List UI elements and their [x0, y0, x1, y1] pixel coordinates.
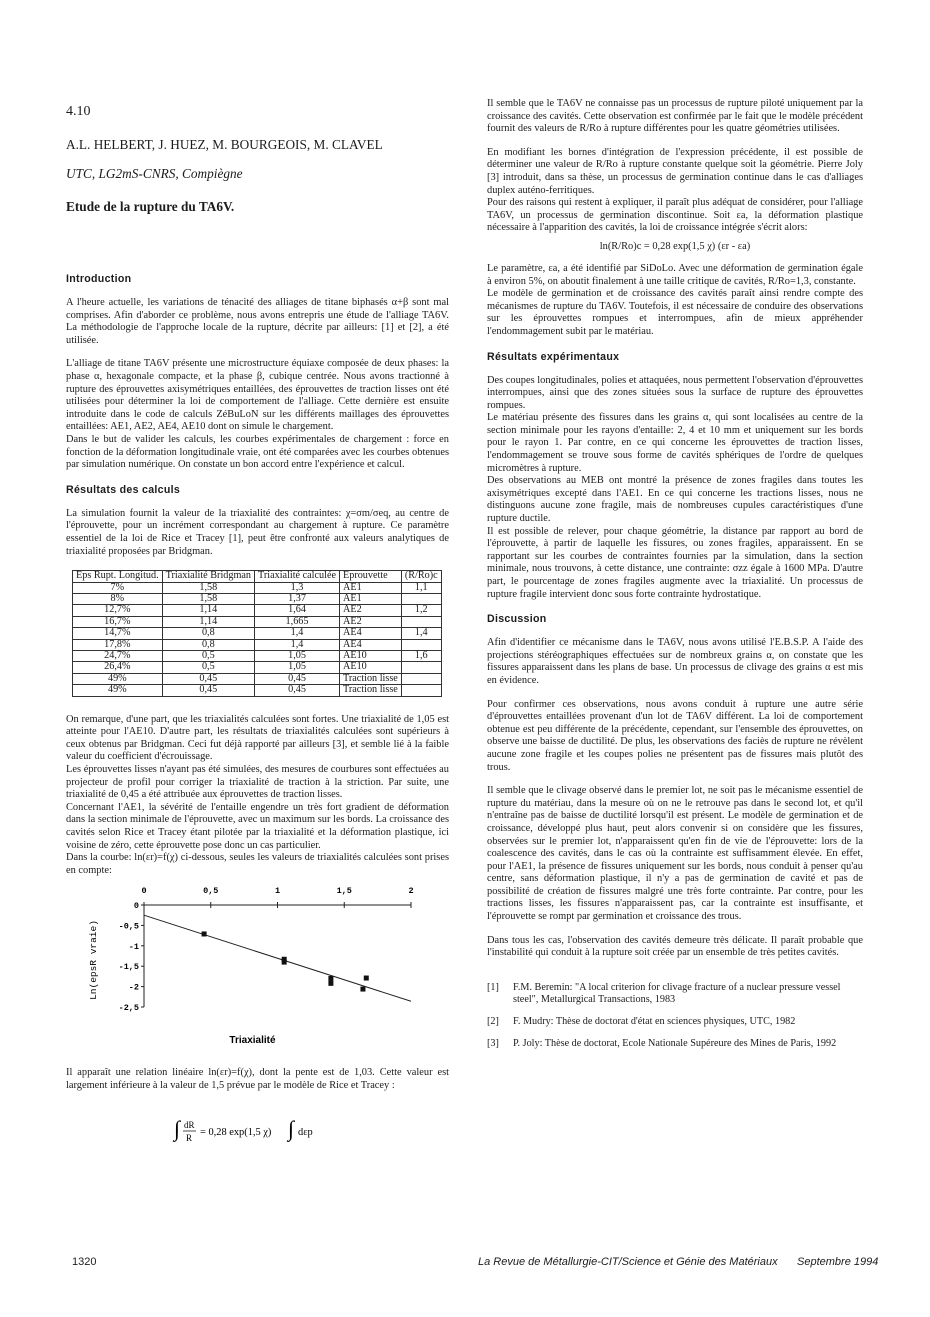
table-cell: 16,7%: [73, 616, 163, 627]
table-cell: 1,1: [401, 582, 441, 593]
right-paragraph-10: Afin d'identifier ce mécanisme dans le TA6V, nous avons utilisé l'E.B.S.P. A l'aide des projections stéréographiques effectuées sur de nombreux grains α, on constate que les fissures apparaissent dans les plans de base. Un processus de clivage des grains α est mis en évidence.: [487, 637, 863, 686]
table-cell: 7%: [73, 582, 163, 593]
table-header: (R/Ro)c: [401, 571, 441, 582]
growth-law-equation: ln(R/Ro)c = 0,28 exp(1,5 χ) (εr - εa): [599, 240, 751, 252]
table-cell: [401, 673, 441, 684]
table-row: [73, 582, 442, 593]
table-cell: Traction lisse: [340, 673, 402, 684]
table-cell: 0,8: [162, 628, 254, 639]
references: [487, 982, 863, 1051]
calc-paragraph-2: On remarque, d'une part, que les triaxialités calculées sont fortes. Une triaxialité de 1,05 est atteinte pour l'AE10. D'autre part, les résultats de triaxialités calculées sont supérieurs à ceux obtenus par Bridgman. Ceci fut déjà rapporté par ailleurs [3], et semble lié à la faible valeur du coefficient d'écrouissage.: [66, 713, 449, 763]
x-tick-label: 0,5: [203, 886, 219, 897]
x-tick-label: 1: [274, 886, 281, 897]
reference-number: [2]: [487, 1016, 499, 1028]
reference-item: [487, 982, 863, 1006]
table-row: [73, 593, 442, 604]
integral-sign: ∫: [174, 1116, 181, 1142]
fit-line: [144, 915, 411, 1001]
calc-paragraph-6: Il apparaît une relation linéaire ln(εr)=f(χ), dont la pente est de 1,03. Cette valeur est largement inférieure à la valeur de 1,5 prévue par le modèle de Rice et Tracey :: [66, 1067, 449, 1091]
data-point: [282, 960, 287, 965]
issue-date: Septembre 1994: [797, 1256, 879, 1268]
table-cell: 1,4: [255, 639, 340, 650]
table-cell: 0,5: [162, 662, 254, 673]
table-cell: [401, 593, 441, 604]
table-cell: 1,14: [162, 616, 254, 627]
integral-equation: [66, 1112, 449, 1150]
data-point: [202, 932, 207, 937]
section-number: 4.10: [66, 104, 91, 119]
y-tick-label: -1: [128, 942, 139, 953]
results-table: [72, 570, 442, 696]
fraction-denominator: R: [186, 1133, 193, 1144]
table-cell: 0,5: [162, 650, 254, 661]
data-point: [328, 976, 333, 981]
right-paragraph-13: Dans tous les cas, l'observation des cavités demeure très délicate. Il paraît probable que l'instabilité qui conduit à la rupture soit créée par un ensemble de très petites cavités.: [487, 934, 863, 959]
table-cell: 1,64: [255, 605, 340, 616]
right-paragraph-4: Le paramètre, εa, a été identifié par SiDoLo. Avec une déformation de germination égale à environ 5%, on aboutit finalement à une taille critique de cavités, R/Ro=1,3, constante.: [487, 262, 863, 287]
table-cell: 1,6: [401, 650, 441, 661]
table-cell: 1,665: [255, 616, 340, 627]
table-cell: 12,7%: [73, 605, 163, 616]
experimental-heading: Résultats expérimentaux: [487, 350, 620, 363]
table-cell: 0,45: [162, 685, 254, 696]
integral-sign: ∫: [288, 1116, 295, 1142]
integral-equation-svg: [66, 1112, 449, 1150]
right-paragraph-6: Des coupes longitudinales, polies et attaquées, nous permettent l'observation d'éprouvettes interrompues, ainsi que des zones situées sous la surface de rupture des éprouvettes rompues.: [487, 374, 863, 411]
chart-container: [66, 883, 449, 1053]
y-tick-label: 0: [133, 901, 139, 912]
table-cell: 1,37: [255, 593, 340, 604]
table-row: [73, 605, 442, 616]
x-tick-label: 2: [408, 886, 414, 897]
intro-paragraph-1: A l'heure actuelle, les variations de ténacité des alliages de titane biphasés α+β sont mal comprises. Afin d'aborder ce problème, nous avons entrepris une étude de l'alliage TA6V. La méthodologie de l'approche locale de la rupture, décrite par ailleurs: [1] et [2], a été utilisée.: [66, 297, 449, 346]
calc-heading: Résultats des calculs: [66, 483, 181, 496]
right-paragraph-1: Il semble que le TA6V ne connaisse pas un processus de rupture piloté uniquement par la croissance des cavités. Cette observation est confirmée par le fait que le modèle précédent fournit des valeurs de R/Ro à rupture différentes pour les quatre géométries utilisées.: [487, 98, 863, 135]
data-point: [328, 981, 333, 986]
table-cell: AE1: [340, 593, 402, 604]
table-cell: 1,05: [255, 650, 340, 661]
calc-paragraph-5: Dans la courbe: ln(εr)=f(χ) ci-dessous, seules les valeurs de triaxialités calculées sont prises en compte:: [66, 852, 449, 876]
y-tick-label: -2: [128, 982, 139, 993]
authors: A.L. HELBERT, J. HUEZ, M. BOURGEOIS, M. CLAVEL: [66, 137, 383, 152]
intro-heading: Introduction: [66, 273, 132, 285]
discussion-heading: Discussion: [487, 613, 547, 626]
table-row: [73, 628, 442, 639]
right-paragraph-7: Le matériau présente des fissures dans les grains α, qui sont localisées au centre de la section minimale pour les rayons d'entaille: 2, 4 et 10 mm et uniquement sur les bords pour le rayon 1. Par contre, en ce qui concerne les éprouvettes de traction lisses, l'endommagement se trouve sous forme de cavités sphériques de l'ordre de quelques micromètres à rupture.: [487, 412, 863, 474]
table-cell: Traction lisse: [340, 685, 402, 696]
calc-paragraph-3: Les éprouvettes lisses n'ayant pas été simulées, des mesures de courbures sont effectuées au projecteur de profil pour corriger la triaxialité de traction à la striction. Par suite, une triaxialité de 0,45 a été attribuée aux éprouvettes de traction lisses.: [66, 763, 449, 801]
calc-paragraph-1: La simulation fournit la valeur de la triaxialité des contraintes: χ=σm/σeq, au centre de l'éprouvette, pour un incrément correspondant au chargement à rupture. Ce paramètre essentiel de la loi de Rice et Tracey [1], peut être confronté aux valeurs analytiques de triaxialité proposées par Bridgman.: [66, 507, 449, 557]
reference-item: [487, 1038, 863, 1050]
table-row: [73, 662, 442, 673]
reference-text: F. Mudry: Thèse de doctorat d'état en sciences physiques, UTC, 1982: [513, 1016, 796, 1028]
right-paragraph-11: Pour confirmer ces observations, nous avons conduit à rupture une autre série d'éprouvettes entaillées provenant d'un lot de TA6V différent. La loi de comportement obtenue est peu différente de la précédente, cependant, sur l'ensemble des éprouvettes, on observe une baisse de ductilité. De plus, les observations des faciès de rupture ne révèlent aucune zone fragile et les coupes polies ne présentent pas de fissures mais plutôt des trous.: [487, 698, 863, 773]
table-cell: 0,45: [255, 685, 340, 696]
table-row: [73, 639, 442, 650]
table-cell: AE4: [340, 628, 402, 639]
table-cell: AE10: [340, 662, 402, 673]
table-cell: AE4: [340, 639, 402, 650]
reference-number: [3]: [487, 1038, 499, 1050]
y-tick-label: -0,5: [118, 921, 139, 932]
calc-paragraph-4: Concernant l'AE1, la sévérité de l'entaille engendre un très fort gradient de déformation dans la section minimale de l'éprouvette, avec un maximum sur les bords. La croissance des cavités selon Rice et Tracey étant pilotée par la triaxialité et la déformation plastique, ici voisine de zéro, cette éprouvette pose donc un cas particulier.: [66, 801, 449, 851]
reference-text: F.M. Beremin: "A local criterion for clivage fracture of a nuclear pressure vessel steel", Metallurgical Transactions, 1983: [513, 981, 841, 1006]
table-cell: 1,4: [255, 628, 340, 639]
right-paragraph-8: Des observations au MEB ont montré la présence de zones fragiles dans toutes les axisymétriques excepté dans l'AE1. En ce qui concerne les tractions lisses, nous ne distinguons aucune zone fragile, mais de nombreuses cupules caractéristiques d'une rupture ductile.: [487, 475, 863, 525]
table-cell: 1,05: [255, 662, 340, 673]
journal-name: La Revue de Métallurgie-CIT/Science et Génie des Matériaux: [478, 1256, 778, 1268]
affiliation: UTC, LG2mS-CNRS, Compiègne: [66, 166, 243, 181]
page-number: 1320: [72, 1256, 97, 1268]
table-cell: 24,7%: [73, 650, 163, 661]
left-column: [66, 98, 449, 1150]
table-header-row: [73, 571, 442, 582]
table-cell: 26,4%: [73, 662, 163, 673]
table-cell: 14,7%: [73, 628, 163, 639]
table-header: Eps Rupt. Longitud.: [73, 571, 163, 582]
table-cell: 49%: [73, 685, 163, 696]
table-cell: [401, 685, 441, 696]
table-cell: 1,58: [162, 593, 254, 604]
table-header: Triaxialité calculée: [255, 571, 340, 582]
x-axis-label: Triaxialité: [229, 1035, 276, 1047]
table-header: Eprouvette: [340, 571, 402, 582]
x-tick-label: 1,5: [336, 886, 352, 897]
table-cell: [401, 616, 441, 627]
table-cell: AE10: [340, 650, 402, 661]
table-row: [73, 685, 442, 696]
d-epsilon: dεp: [298, 1127, 313, 1139]
reference-item: [487, 1016, 863, 1028]
y-tick-label: -2,5: [118, 1003, 139, 1014]
table-cell: [401, 639, 441, 650]
right-paragraph-9: Il est possible de relever, pour chaque géométrie, la distance par rapport au bord de l'éprouvette, à partir de laquelle les fissures, ou zones fragiles, apparaissent. En se rapportant sur les courbes de contraintes fournies par la simulation, dans la section minimale, nous trouvons, à cette distance, une contrainte: σzz égale à 1600 MPa. D'autre part, le pourcentage de zones fragiles augmente avec la triaxialité. Un processus de rupture fragile intervient donc sous forte contrainte hydrostatique.: [487, 525, 863, 600]
intro-paragraph-2: L'alliage de titane TA6V présente une microstructure équiaxe composée de deux phases: la phase α, hexagonale compacte, et la phase β, cubique centrée. Nous avons tractionné à rupture des éprouvettes axisymétriques entaillées, des éprouvettes de traction lisses ont été utilisées pour déterminer la loi de comportement de l'alliage. Cette dernière est ensuite introduite dans le code de calculs ZéBuLoN sur les différents maillages des éprouvettes entaillées: AE1, AE2, AE4, AE10 dont on simule le chargement.: [66, 358, 449, 433]
reference-text: P. Joly: Thèse de doctorat, Ecole Nationale Supéreure des Mines de Paris, 1992: [513, 1038, 837, 1050]
y-axis-label: Ln(epsR vraie): [88, 920, 99, 1001]
right-paragraph-2: En modifiant les bornes d'intégration de l'expression précédente, il est possible de déterminer une valeur de R/Ro à rupture constante quelque soit la géométrie. Pierre Joly [3] introduit, dans sa thèse, un processus de germination continue dans le cas d'alliages duplex auténo-ferritiques.: [487, 146, 863, 196]
x-tick-label: 0: [141, 886, 147, 897]
table-cell: AE2: [340, 605, 402, 616]
table-cell: 0,45: [162, 673, 254, 684]
table-cell: 0,8: [162, 639, 254, 650]
table-cell: 1,14: [162, 605, 254, 616]
table-row: [73, 616, 442, 627]
fraction-numerator: dR: [184, 1120, 195, 1131]
right-paragraph-12: Il semble que le clivage observé dans le premier lot, ne soit pas le mécanisme essentiel de rupture du matériau, dans la mesure où on ne le retrouve pas dans le second lot, et qu'il n'entraîne pas de baisse de ductilité lorsqu'il est présent. Le modèle de germination et de croissance, développé plus haut, peut alors convenir si on considère que les fissures, observées sur le premier lot, n'apparaissent qu'en fin de vie de l'éprouvette: lors de la coalescence des cavités, dans le cas où la contrainte est suffisamment élevée. En effet, pour l'AE1, la présence de fissures uniquement sur les bords, nous conduit à penser qu'au centre, sans déformation plastique, il n'y a pas de germination de cavité et pas de possibilité de création de fissures malgré une très forte contrainte. Par contre, pour les tractions lisses, les fissures n'apparaissent pas, car la contrainte est insuffisante, et l'éprouvette se rompt par germination et croissance des trous.: [487, 785, 863, 923]
scatter-chart: [66, 883, 426, 1048]
table-row: [73, 650, 442, 661]
table-cell: AE1: [340, 582, 402, 593]
article-title: Etude de la rupture du TA6V.: [66, 199, 235, 214]
intro-paragraph-3: Dans le but de valider les calculs, les courbes expérimentales de chargement : force en fonction de la déformation longitudinale vraie, ont été comparées avec les courbes obtenues par simulation numérique. On constate un bon accord entre l'expérience et calcul.: [66, 433, 449, 471]
reference-number: [1]: [487, 981, 499, 993]
table-cell: 1,58: [162, 582, 254, 593]
right-column: [487, 98, 863, 1061]
table-cell: 0,45: [255, 673, 340, 684]
data-point: [360, 987, 365, 992]
table-cell: 1,3: [255, 582, 340, 593]
equation-text: = 0,28 exp(1,5 χ): [200, 1127, 272, 1139]
data-point: [364, 976, 369, 981]
table-cell: [401, 662, 441, 673]
right-paragraph-5: Le modèle de germination et de croissance des cavités paraît ainsi rendre compte des mécanismes de rupture du TA6V. Toutefois, il est nécessaire de conduire des observations sur les éprouvettes rompues et interrompues, afin de mieux appréhender l'endommagement subit par le matériau.: [487, 288, 863, 337]
y-tick-label: -1,5: [118, 962, 139, 973]
table-cell: AE2: [340, 616, 402, 627]
table-row: [73, 673, 442, 684]
table-header: Triaxialité Bridgman: [162, 571, 254, 582]
table-cell: 49%: [73, 673, 163, 684]
table-cell: 17,8%: [73, 639, 163, 650]
table-cell: 8%: [73, 593, 163, 604]
table-cell: 1,2: [401, 605, 441, 616]
right-paragraph-3: Pour des raisons qui restent à expliquer, il paraît plus adéquat de considérer, pour l'alliage TA6V, un processus de germination discontinue. Soit εa, la déformation plastique nécessaire à l'apparition des cavités, la loi de croissance intégrée s'écrit alors:: [487, 197, 863, 234]
table-cell: 1,4: [401, 628, 441, 639]
